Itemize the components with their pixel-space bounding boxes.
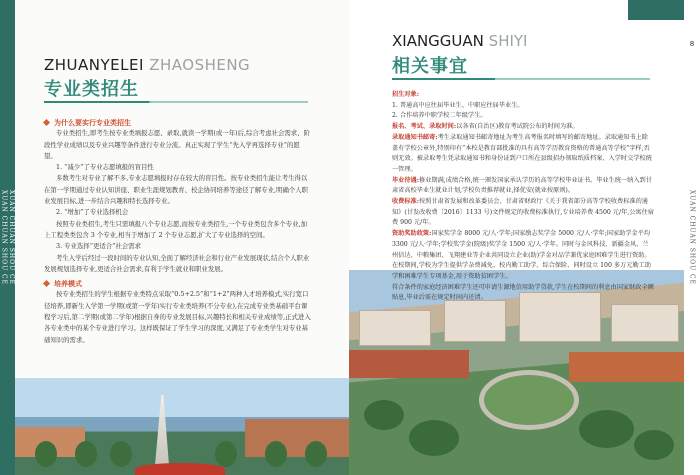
info-line	[392, 111, 654, 122]
info-label: 报名、考试、录取时间:	[392, 123, 457, 131]
info-line	[392, 122, 654, 133]
info-text: 按照甘肃省发展和改革委员会、甘肃省财政厅《关于我省部分高等学校收费标准的通知》(甘发改收费〔2016〕1133 号)文件规定的收费标准执行,专业培养费 4500 元/年,公寓住宿费 900 元/年。	[392, 198, 654, 227]
right-pinyin-heading	[392, 32, 527, 50]
info-line	[392, 197, 654, 229]
info-line	[392, 176, 654, 197]
info-label: 招生对象:	[392, 91, 420, 98]
info-line	[392, 133, 654, 176]
paragraph: 专业类招生,即考生按专业类填报志愿、录取,就读一学期(或一年)后,综合考虑社会需求、阶段性学业成绩以及专业兴趣等条件进行专业分流。真正实现了学生“先入学再选择专业”的愿望。	[44, 129, 310, 160]
right-page-title: 相关事宜	[392, 56, 468, 77]
left-page	[0, 0, 349, 475]
info-label: 资助奖助政策:	[392, 230, 432, 238]
paragraph: 按专业类招生的学生根据专业类特点采取“0.5+2.5”和“1+2”两种人才培养模式,实行宽口径培养,即新生入学第一学期(或第一学年)实行专业类培养(不分专业),在完成专业类基础平台课程学习后,第二学期(或第二学年)根据自身的专业发展目标,兴趣特长和相关专业成绩等,正式进入各专业类中的某个专业进行学习。这样既保证了学生学习的深度,又满足了专业类学生对专业基础知识的需求。	[44, 290, 311, 344]
side-caption	[0, 0, 15, 475]
diamond-bullet-icon	[43, 280, 50, 287]
info-text: 2. 合作培养中职学校二年级学生。	[392, 112, 487, 120]
info-text: 考生录取通知书邮寄地址为考生高考报名时填写的邮寄地址。录取通知书上除盖有学校公章外,特别印有“本校是教育部批准的具有高等学历教育资格的普通高等学校”字样,否则无效。被录取考生凭录取通知书和身份证到户口所在县级招办领取纸质档案、入学时交学校统一管理。	[392, 133, 652, 173]
diamond-bullet-icon	[43, 119, 50, 126]
paragraph: 考生入学后经过一段时间的专业认知,全面了解经济社会和行业产业发展现状,结合个人职业发展规划选择专业,更适合社会需求,有利于学生就业和职业发展。	[44, 253, 310, 273]
building	[611, 304, 679, 342]
section-heading	[44, 117, 312, 128]
point-title: 1. “减少”了专业志愿填报的盲目性	[56, 163, 154, 172]
paragraph: 按照专业类招生,考生只需填报八个专业志愿,而按专业类招生,一个专业类包含多个专业,加上工程类类包含 3 个专业,相当于增加了 2 个专业志愿,扩大了专业选择的空间。	[44, 219, 307, 239]
side-caption-text: XUAN CHUAN SHOU CE	[0, 189, 8, 285]
building	[349, 350, 469, 378]
tree	[634, 430, 674, 460]
section-heading-text: 培养模式	[54, 279, 82, 289]
tree	[110, 441, 132, 467]
side-caption-text: XUAN CHUAN SHOU CE	[688, 189, 696, 285]
point-title: 3. 专业选择“更适合”社会需求	[56, 242, 141, 251]
tree	[364, 400, 404, 430]
campus-monument-photo	[15, 378, 349, 475]
left-page-title: 专业类招生	[44, 79, 139, 100]
info-line	[392, 101, 654, 112]
heading-light: ZHAOSHENG	[149, 56, 251, 74]
tree	[75, 441, 97, 467]
tree	[305, 441, 327, 467]
tree	[215, 441, 237, 467]
heading-dark: XIANGGUAN	[392, 32, 484, 50]
monument-sculpture	[155, 395, 169, 465]
tree	[579, 410, 634, 448]
title-rule	[392, 78, 650, 80]
building	[569, 352, 684, 382]
left-pinyin-heading	[44, 56, 250, 74]
page-number: 8	[689, 40, 695, 48]
info-label: 毕业待遇:	[392, 176, 420, 184]
left-side-tab	[0, 0, 15, 475]
info-line	[392, 283, 654, 304]
right-page	[349, 0, 700, 475]
title-rule	[44, 101, 308, 103]
side-caption-text: XUAN CHUAN SHOU CE	[7, 189, 15, 285]
point-title: 2. “增加”了专业选择机会	[56, 208, 129, 217]
section-heading	[44, 278, 312, 289]
info-label: 录取通知书邮寄:	[392, 133, 438, 141]
building	[245, 419, 349, 457]
info-text: 以各省(自治区)教育考试院公布的时间为准。	[456, 123, 579, 131]
right-side-tab	[684, 0, 700, 475]
tree	[35, 441, 57, 467]
tree	[265, 441, 287, 467]
info-text: 修业期满,成绩合格,统一颁发国家承认学历的高等学校毕业证书。毕业生统一纳入到甘肃省高校毕业生就业计划,学校负责推荐就业,择优安(就业按原则)。	[392, 176, 652, 195]
flower-bed	[135, 463, 225, 475]
info-line	[392, 90, 654, 101]
section-heading-text: 为什么要实行专业类招生	[54, 118, 131, 127]
heading-light: SHIYI	[488, 32, 528, 50]
sports-field	[479, 370, 579, 430]
side-caption	[684, 0, 700, 475]
info-text: 1. 普通高中应往届毕业生、中职应往届毕业生。	[392, 101, 524, 109]
info-label: 收费标准:	[392, 198, 420, 206]
left-body	[44, 117, 312, 346]
info-text: 符合条件的家庭经济困难学生还可申请生源地信用助学贷款,学生在校期间的利息由国家财政全额贴息,毕业后需在规定时间内还清。	[392, 283, 654, 302]
building	[444, 300, 506, 342]
right-body	[392, 90, 654, 304]
info-text: 国家奖学金 8000 元/人·学年;国家励志奖学金 5000 元/人·学年;国家助学金平均 3300 元/人·学年;学校奖学金(院级)奖学金 1500 元/人·学年。同时与金风科技、新疆金风、兰州信达、中粮集团、飞翔建业等企业共同设立企业(助)学金对品学兼优家庭困难学生进行资助。在校期间,学校为学生提供学杂费减免、校内勤工助学、综合保险、同时设立 100 多万元勤工助学和困难学生专项基金,用于资助贫困学生。	[392, 230, 652, 280]
building	[359, 310, 431, 346]
paragraph: 多数考生对专业了解不多,专业志愿填报时存在较大的盲目性。按专业类招生能让考生得以在第一学期通过专业认知讲座、职业生涯规划教育、校企协同培养等途径了解专业,明确个人职业发展目标,进一步结合兴趣和特长选择专业。	[44, 174, 309, 206]
info-line	[392, 229, 654, 283]
heading-dark: ZHUANYELEI	[44, 56, 144, 74]
tree	[409, 420, 459, 456]
